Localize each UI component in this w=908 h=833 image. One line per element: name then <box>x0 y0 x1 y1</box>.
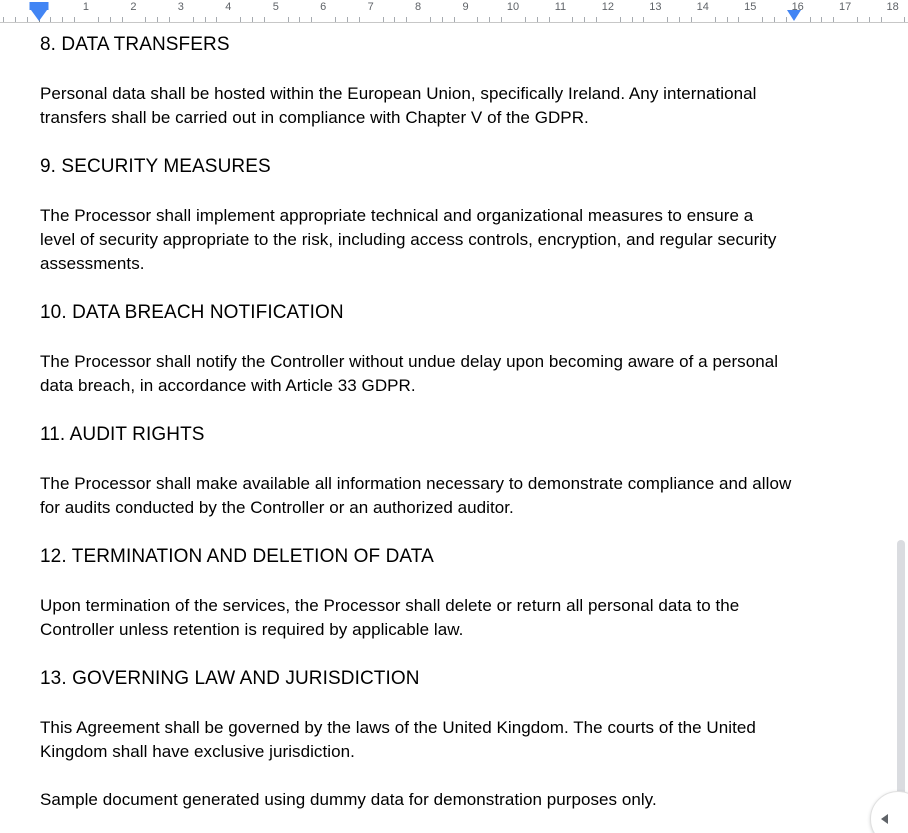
ruler-label-10: 10 <box>506 1 520 13</box>
first-line-indent-marker[interactable] <box>29 2 48 10</box>
ruler-label-8: 8 <box>415 1 422 13</box>
section-paragraph[interactable]: The Processor shall implement appropriate technical and organizational measures to ensure a level of security appropriate to the risk, including access controls, encryption, and regular security assessments. <box>40 206 777 273</box>
ruler-label-4: 4 <box>225 1 232 13</box>
document-body[interactable] <box>0 23 895 812</box>
paragraph-spacer <box>40 691 855 716</box>
ruler-label-3: 3 <box>177 1 184 13</box>
ruler-label-16: 16 <box>791 1 804 13</box>
vertical-scrollbar-track[interactable] <box>893 23 908 833</box>
paragraph-spacer <box>40 520 855 544</box>
paragraph-spacer <box>40 276 855 300</box>
ruler-label-6: 6 <box>320 1 327 13</box>
ruler-label-9: 9 <box>462 1 469 13</box>
ruler-tick-marks <box>0 0 908 22</box>
section-paragraph[interactable]: The Processor shall make available all information necessary to demonstrate compliance and allow for audits conducted by the Controller or an authorized auditor. <box>40 474 792 517</box>
ruler-label-5: 5 <box>272 1 279 13</box>
chevron-left-icon <box>881 814 888 824</box>
section-heading[interactable]: 13. GOVERNING LAW AND JURISDICTION <box>40 668 420 689</box>
paragraph-spacer <box>40 569 855 594</box>
paragraph-spacer <box>40 398 855 422</box>
section-paragraph[interactable]: This Agreement shall be governed by the laws of the United Kingdom. The courts of the United Kingdom shall have exclusive jurisdiction. <box>40 718 756 761</box>
ruler-label-17: 17 <box>839 1 852 13</box>
section-paragraph[interactable]: The Processor shall notify the Controller without undue delay upon becoming aware of a personal data breach, in accordance with Article 33 GDPR. <box>40 352 779 395</box>
ruler-label-12: 12 <box>601 1 615 13</box>
paragraph-spacer <box>40 179 855 204</box>
section-heading[interactable]: 8. DATA TRANSFERS <box>40 34 230 55</box>
paragraph-spacer <box>40 642 855 666</box>
ruler-label-15: 15 <box>744 1 757 13</box>
paragraph-spacer <box>40 447 855 472</box>
ruler-label-18: 18 <box>886 1 899 13</box>
ruler-label-2: 2 <box>130 1 137 13</box>
horizontal-ruler[interactable] <box>0 0 908 23</box>
section-heading[interactable]: 12. TERMINATION AND DELETION OF DATA <box>40 546 434 567</box>
paragraph-spacer <box>40 325 855 350</box>
paragraph-spacer <box>40 764 855 788</box>
section-heading[interactable]: 10. DATA BREACH NOTIFICATION <box>40 302 344 323</box>
section-paragraph[interactable]: Personal data shall be hosted within the European Union, specifically Ireland. Any international transfers shall be carried out in compliance with Chapter V of the GDPR. <box>40 84 757 127</box>
left-indent-marker[interactable] <box>31 10 47 21</box>
ruler-label-1: 1 <box>82 1 89 13</box>
paragraph-spacer <box>40 130 855 154</box>
document-page[interactable] <box>0 23 895 833</box>
section-paragraph[interactable]: Sample document generated using dummy data for demonstration purposes only. <box>40 790 657 809</box>
section-heading[interactable]: 11. AUDIT RIGHTS <box>40 424 205 445</box>
right-indent-marker[interactable] <box>787 10 801 21</box>
document-scroll-area[interactable] <box>0 23 908 833</box>
ruler-label-14: 14 <box>696 1 709 13</box>
ruler-label-7: 7 <box>367 1 374 13</box>
section-paragraph[interactable]: Upon termination of the services, the Processor shall delete or return all personal data to the Controller unless retention is required by applicable law. <box>40 596 740 639</box>
section-heading[interactable]: 9. SECURITY MEASURES <box>40 156 271 177</box>
ruler-label-11: 11 <box>554 1 567 13</box>
vertical-scrollbar-thumb[interactable] <box>897 540 905 796</box>
ruler-label-13: 13 <box>649 1 662 13</box>
paragraph-spacer <box>40 57 855 82</box>
